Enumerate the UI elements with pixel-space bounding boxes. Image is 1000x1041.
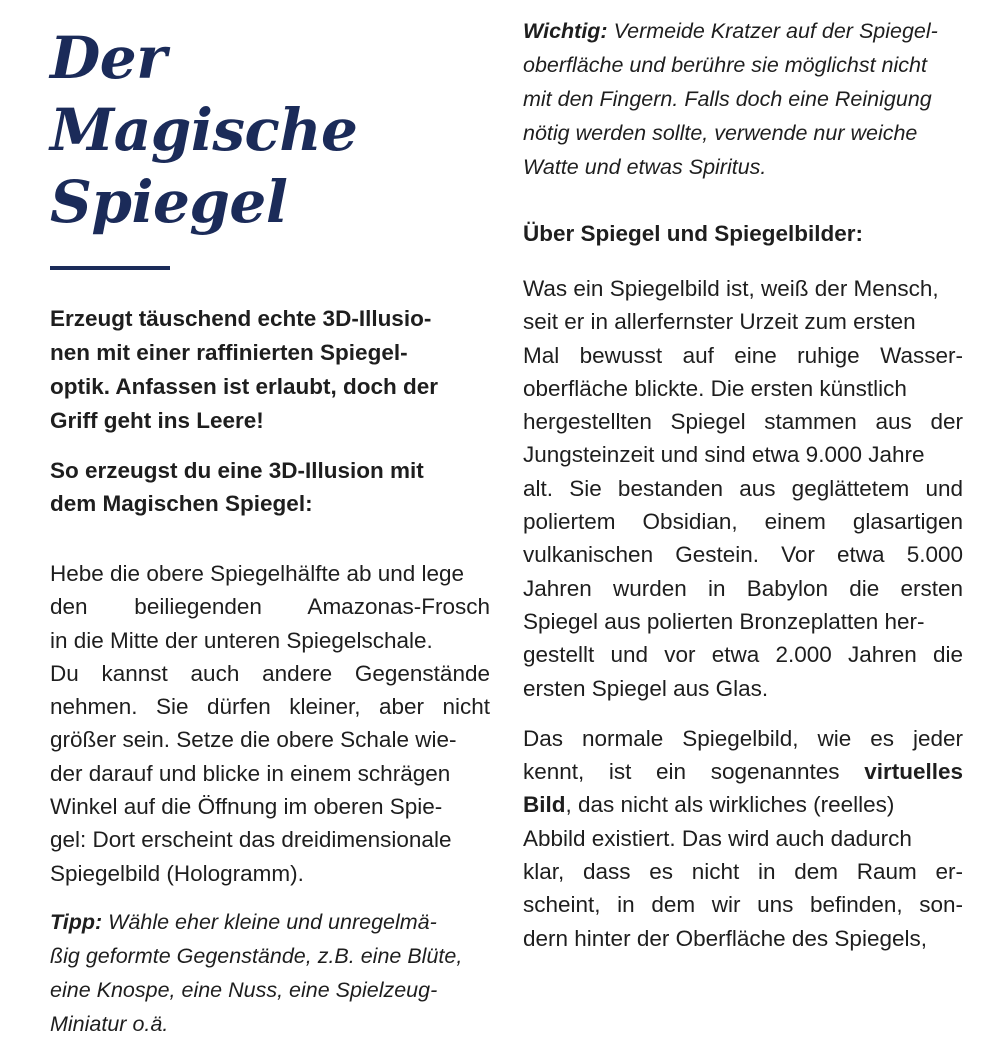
body-line: gestellt und vor etwa 2.000 Jahren die	[523, 642, 963, 668]
body-line: Was ein Spiegelbild ist, weiß der Mensch,	[523, 276, 939, 301]
body-line: in die Mitte der unteren Spiegelschale.	[50, 627, 433, 653]
instructions-heading	[50, 454, 490, 520]
warning-line: oberfläche und berühre sie möglichst nicht	[523, 53, 927, 77]
lead-line: nen mit einer raffinierten Spiegel-	[50, 340, 408, 365]
page-title	[50, 22, 490, 238]
body-line: den beiliegenden Amazonas-Frosch	[50, 594, 490, 620]
bold-term: virtuelles	[864, 759, 963, 785]
warning-line	[523, 14, 963, 48]
warning-line: nötig werden sollte, verwende nur weiche	[523, 121, 918, 145]
mirror-section-heading	[523, 217, 963, 250]
lead-line: optik. Anfassen ist erlaubt, doch der	[50, 374, 438, 399]
heading-line: Über Spiegel und Spiegelbilder:	[523, 221, 864, 246]
lead-line: Griff geht ins Leere!	[50, 408, 264, 433]
instructions-paragraph	[50, 557, 490, 890]
subhead-line: So erzeugst du eine 3D-Illusion mit	[50, 458, 424, 483]
body-line: ersten Spiegel aus Glas.	[523, 675, 769, 701]
body-line: Du kannst auch andere Gegenstände	[50, 660, 490, 686]
bold-term: Bild	[523, 792, 566, 818]
body-text: , das nicht als wirkliches (reelles)	[565, 792, 895, 818]
warning-line: mit den Fingern. Falls doch eine Reinigung	[523, 87, 932, 111]
tip-text: Wähle eher kleine und unregelmä-	[102, 909, 437, 934]
body-line: größer sein. Setze die obere Schale wie-	[50, 727, 457, 753]
tip-line: Miniatur o.ä.	[50, 1011, 169, 1036]
body-line: poliertem Obsidian, einem glasartigen	[523, 509, 963, 535]
warning-paragraph	[523, 14, 963, 184]
title-divider	[50, 266, 170, 270]
body-line: Winkel auf die Öffnung im oberen Spie-	[50, 794, 443, 820]
body-line: Jungsteinzeit und sind etwa 9.000 Jahre	[523, 442, 925, 468]
body-line: Spiegel aus polierten Bronzeplatten her-	[523, 608, 925, 634]
body-line: vulkanischen Gestein. Vor etwa 5.000	[523, 542, 963, 568]
body-line: Spiegelbild (Hologramm).	[50, 860, 304, 886]
body-line: hergestellten Spiegel stammen aus der	[523, 409, 963, 435]
subhead-line: dem Magischen Spiegel:	[50, 491, 313, 516]
body-line	[523, 755, 963, 788]
warning-label: Wichtig:	[523, 19, 608, 43]
virtual-image-paragraph	[523, 722, 963, 955]
title-line: Der Magische	[50, 24, 358, 164]
body-line: klar, dass es nicht in dem Raum er-	[523, 859, 963, 885]
left-column	[50, 22, 490, 1041]
tip-label: Tipp:	[50, 909, 103, 934]
tip-paragraph	[50, 905, 490, 1041]
tip-line: ßig geformte Gegenstände, z.B. eine Blüte,	[50, 943, 463, 968]
lead-line: Erzeugt täuschend echte 3D-Illusio-	[50, 306, 432, 331]
body-text: kennt, ist ein sogenanntes	[523, 759, 865, 785]
title-line: Spiegel	[50, 168, 288, 236]
tip-line	[50, 905, 490, 939]
body-line: der darauf und blicke in einem schrägen	[50, 760, 451, 786]
history-paragraph	[523, 272, 963, 705]
body-line: Jahren wurden in Babylon die ersten	[523, 575, 963, 601]
body-line: Das normale Spiegelbild, wie es jeder	[523, 725, 963, 751]
body-line: Mal bewusst auf eine ruhige Wasser-	[523, 342, 963, 368]
body-line: gel: Dort erscheint das dreidimensionale	[50, 827, 452, 853]
body-line: seit er in allerfernster Urzeit zum ersten	[523, 309, 916, 335]
intro-lead	[50, 302, 490, 438]
warning-line: Watte und etwas Spiritus.	[523, 155, 767, 179]
body-line: nehmen. Sie dürfen kleiner, aber nicht	[50, 694, 490, 720]
body-line: oberfläche blickte. Die ersten künstlich	[523, 375, 907, 401]
body-line: alt. Sie bestanden aus geglättetem und	[523, 475, 963, 501]
body-line	[523, 788, 963, 821]
body-line: dern hinter der Oberfläche des Spiegels,	[523, 925, 927, 951]
right-column	[523, 14, 963, 955]
tip-line: eine Knospe, eine Nuss, eine Spielzeug-	[50, 977, 438, 1002]
body-line: scheint, in dem wir uns befinden, son-	[523, 892, 963, 918]
body-line: Hebe die obere Spiegelhälfte ab und lege	[50, 561, 465, 586]
warning-text: Vermeide Kratzer auf der Spiegel-	[607, 19, 938, 43]
body-line: Abbild existiert. Das wird auch dadurch	[523, 825, 912, 851]
